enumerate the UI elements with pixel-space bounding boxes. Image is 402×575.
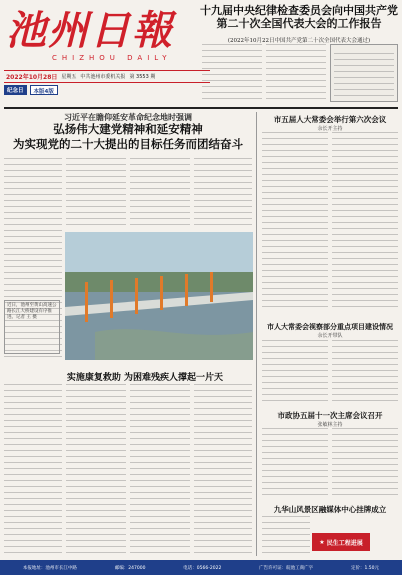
issue-weekday: 星期五 bbox=[61, 74, 77, 80]
side-story-4 bbox=[262, 504, 398, 515]
top-story-headline bbox=[200, 4, 398, 30]
footer-item: 广告许可证：皖池工商广字 bbox=[259, 565, 314, 571]
side-story-3 bbox=[262, 410, 398, 428]
side-story-2-sub: 余长开带队 bbox=[317, 333, 343, 339]
footer-item: 电话：0566-2022 bbox=[183, 565, 222, 571]
top-story-headline-line2: 第二十次全国代表大会的工作报告 bbox=[216, 17, 382, 30]
lead-body-col4 bbox=[194, 158, 252, 228]
lead-story-kicker: 习近平在瞻仰延安革命纪念地时强调 bbox=[64, 112, 192, 122]
side-story-2-title: 市人大常委会视察部分重点项目建设情况 bbox=[267, 322, 393, 331]
edition-tags bbox=[4, 85, 58, 95]
footer-bar bbox=[0, 560, 402, 575]
photo-story-col2 bbox=[66, 384, 126, 556]
masthead-title: 池州日報 bbox=[6, 7, 174, 54]
top-story-sidebar-box bbox=[330, 44, 398, 102]
edition-tag: 纪念日 bbox=[4, 85, 27, 95]
side-story-1 bbox=[262, 114, 398, 132]
top-story-body-col1 bbox=[202, 44, 262, 102]
side-story-4-col1 bbox=[262, 516, 310, 556]
side-story-1-sub: 余长开主持 bbox=[317, 126, 343, 132]
issue-number: 第 3553 期 bbox=[129, 74, 156, 80]
masthead-pinyin: CHIZHOU DAILY bbox=[52, 54, 172, 62]
top-story-headline-line1: 十九届中央纪律检查委员会向中国共产党 bbox=[200, 4, 398, 17]
side-story-3-sub: 张敏林主持 bbox=[317, 422, 343, 428]
bridge-photo bbox=[65, 232, 253, 360]
lead-story-title-line1: 弘扬伟大建党精神和延安精神 bbox=[53, 122, 203, 136]
edition-tag-secondary: 本版4版 bbox=[30, 85, 58, 95]
bridge-illustration bbox=[65, 232, 253, 360]
stamp-label: 民生工程进展 bbox=[326, 539, 363, 547]
issue-date: 2022年10月28日 bbox=[6, 74, 58, 81]
side-story-2-col1 bbox=[262, 340, 328, 402]
top-story-body-col2 bbox=[266, 44, 326, 102]
lead-body-col3 bbox=[130, 158, 190, 228]
livelihood-stamp bbox=[312, 533, 370, 551]
lead-body-col2 bbox=[66, 158, 126, 228]
lead-story-title bbox=[4, 122, 252, 152]
side-story-1-col2 bbox=[332, 132, 398, 312]
publisher: 中共池州市委机关报 bbox=[80, 74, 126, 80]
dateline bbox=[4, 70, 210, 83]
photo-caption-box bbox=[4, 300, 60, 354]
side-story-1-col1 bbox=[262, 132, 328, 312]
photo-story-col1 bbox=[4, 384, 62, 556]
footer-item: 定价：1.50元 bbox=[351, 565, 380, 571]
side-story-2-col2 bbox=[332, 340, 398, 402]
photo-story-col4 bbox=[194, 384, 252, 556]
photo-caption: 近日，池州至黄山高速公路长江大桥建设有序推进。记者 王 摄 bbox=[7, 303, 57, 320]
footer-item: 本报地址：池州市长江中路 bbox=[22, 565, 77, 571]
top-story-subtitle: (2022年10月22日中国共产党第二十次全国代表大会通过) bbox=[227, 38, 371, 44]
side-story-3-col1 bbox=[262, 428, 328, 498]
side-story-2 bbox=[262, 322, 398, 339]
lead-story-title-line2: 为实现党的二十大提出的目标任务而团结奋斗 bbox=[13, 137, 243, 151]
stamp-icon: ★ bbox=[319, 538, 325, 546]
footer-item: 邮编：247000 bbox=[114, 565, 146, 571]
top-divider bbox=[4, 107, 398, 109]
side-story-1-title: 市五届人大常委会举行第六次会议 bbox=[273, 115, 387, 124]
side-story-3-title: 市政协五届十一次主席会议召开 bbox=[277, 411, 383, 420]
column-divider bbox=[256, 112, 257, 556]
side-story-3-col2 bbox=[332, 428, 398, 498]
photo-story-col3 bbox=[130, 384, 190, 556]
photo-story-headline: 实施康复救助 为困难残疾人撑起一片天 bbox=[66, 373, 224, 383]
side-story-4-title: 九华山风景区融媒体中心挂牌成立 bbox=[273, 505, 387, 514]
